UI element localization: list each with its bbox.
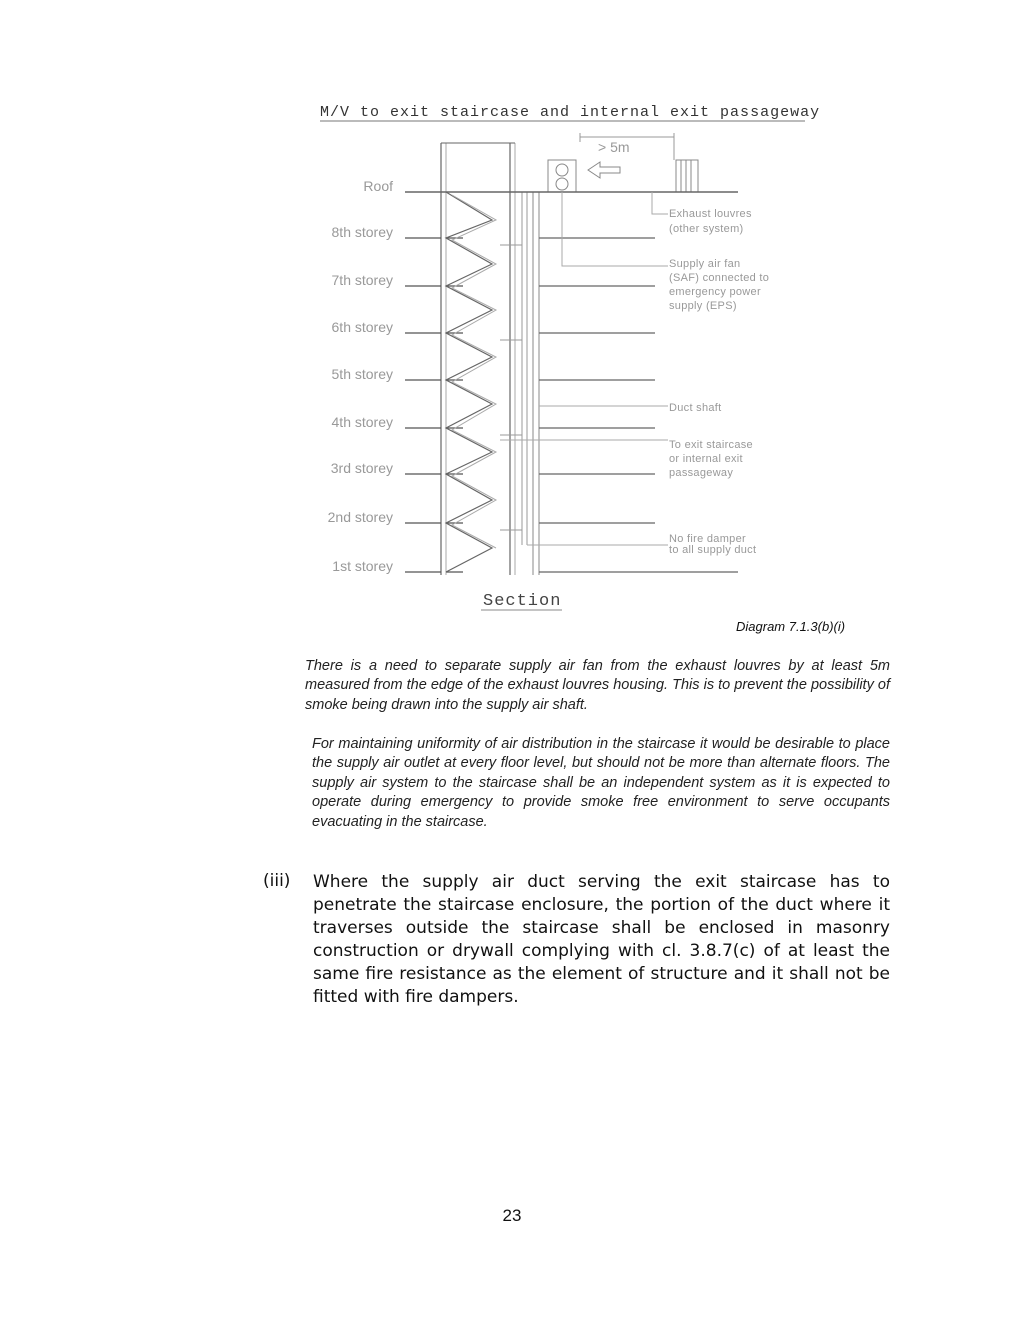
supply-air-outlets (500, 245, 522, 530)
paragraph-uniformity: For maintaining uniformity of air distribution in the staircase it would be desirable to place the supply air outlet at every floor level, but should not be more than alternate floors. The supply air system to the staircase shall be an independent system as it is expected to operate during emergency to provide smoke free environment to serve occupants evacuating in the staircase. (312, 736, 890, 830)
floor-label: 5th storey (331, 366, 393, 382)
floor-label: Roof (363, 178, 393, 194)
list-item-text: Where the supply air duct serving the exit staircase has to penetrate the staircase enclosure, the portion of the duct where it traverses outside the staircase shall be enclosed in masonry construction or drywall complying with cl. 3.8.7(c) of at least the same fire resistance as the element of structure and it shall not be fitted with fire dampers. (313, 872, 890, 1007)
airflow-arrow (588, 162, 620, 178)
distance-label: > 5m (598, 139, 630, 155)
diagram-caption: Diagram 7.1.3(b)(i) (736, 619, 846, 634)
paragraph-separation: There is a need to separate supply air fan from the exhaust louvres by at least 5m measured from the edge of the exhaust louvres housing. This is to prevent the possibility of smoke being drawn into the supply air shaft. (305, 658, 890, 713)
no-fire-damper-note: No fire damper to all supply duct (669, 533, 757, 556)
duct-shaft-note: Duct shaft (669, 402, 722, 414)
to-exit-staircase-note: To exit staircase or internal exit passageway (669, 439, 753, 479)
page-number: 23 (502, 1206, 522, 1225)
section-diagram (0, 0, 1024, 640)
exhaust-louvres-note: Exhaust louvres (other system) (669, 208, 752, 235)
diagram-title: M/V to exit staircase and internal exit passageway (320, 104, 821, 121)
floor-label: 1st storey (332, 558, 393, 574)
list-marker: (iii) (263, 871, 291, 891)
floor-label: 6th storey (331, 319, 393, 335)
floor-label: 7th storey (331, 272, 393, 288)
floor-label: 4th storey (331, 414, 393, 430)
stair-flights-inner (452, 195, 496, 548)
floor-label: 8th storey (331, 224, 393, 240)
exhaust-louvres-housing (676, 160, 698, 192)
supply-air-fan-note: Supply air fan (SAF) connected to emergency power supply (EPS) (669, 258, 770, 312)
leader-lines (500, 192, 668, 545)
floor-label: 2nd storey (327, 509, 393, 525)
floor-label: 3rd storey (330, 460, 393, 476)
section-label: Section (483, 592, 562, 611)
